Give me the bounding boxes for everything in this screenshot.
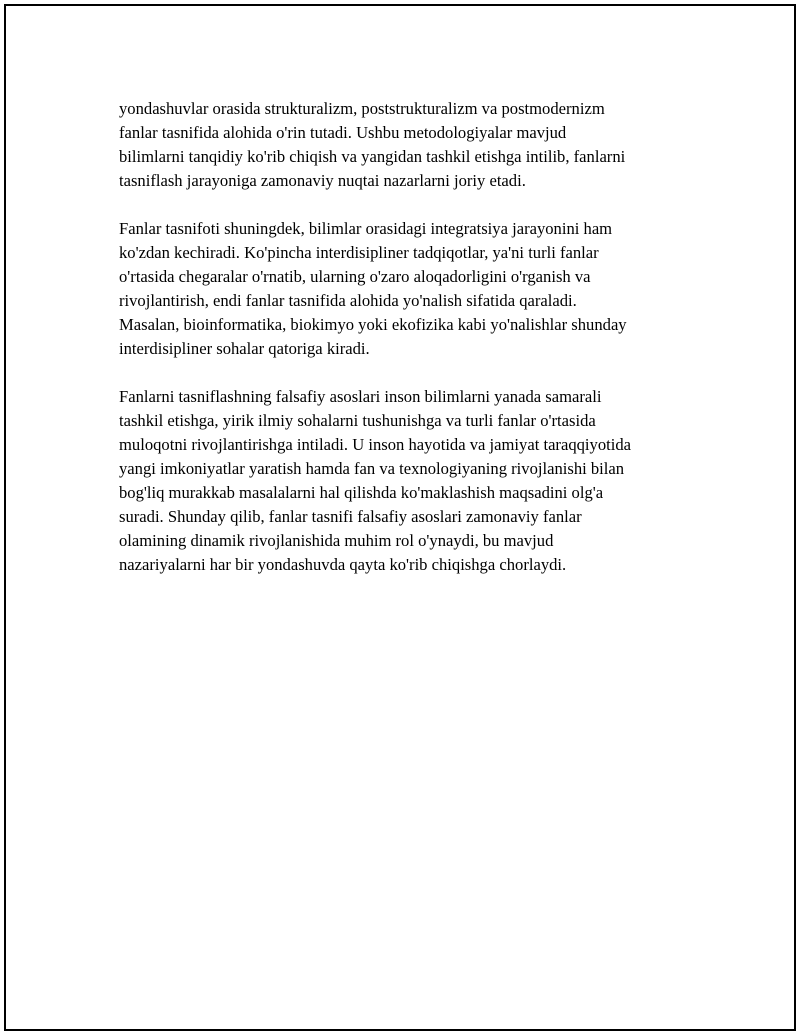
text-line: Fanlarni tasniflashning falsafiy asoslari inson bilimlarni yanada samarali [119, 387, 602, 406]
text-line: Fanlar tasnifoti shuningdek, bilimlar orasidagi integratsiya jarayonini ham [119, 219, 613, 238]
text-line: tashkil etishga, yirik ilmiy sohalarni tushunishga va turli fanlar o'rtasida [119, 411, 596, 430]
text-line: ko'zdan kechiradi. Ko'pincha interdisipliner tadqiqotlar, ya'ni turli fanlar [119, 243, 599, 262]
text-line: yangi imkoniyatlar yaratish hamda fan va texnologiyaning rivojlanishi bilan [119, 459, 625, 478]
paragraph-3 [119, 385, 709, 577]
document-body [119, 97, 709, 601]
text-line: o'rtasida chegaralar o'rnatib, ularning o'zaro aloqadorligini o'rganish va [119, 267, 591, 286]
text-line: nazariyalarni har bir yondashuvda qayta ko'rib chiqishga chorlaydi. [119, 555, 567, 574]
text-line: bilimlarni tanqidiy ko'rib chiqish va yangidan tashkil etishga intilib, fanlarni [119, 147, 626, 166]
text-line: bog'liq murakkab masalalarni hal qilishda ko'maklashish maqsadini olg'a [119, 483, 604, 502]
text-line: muloqotni rivojlantirishga intiladi. U inson hayotida va jamiyat taraqqiyotida [119, 435, 632, 454]
text-line: suradi. Shunday qilib, fanlar tasnifi falsafiy asoslari zamonaviy fanlar [119, 507, 582, 526]
paragraph-2 [119, 217, 709, 361]
page-border [4, 4, 796, 1031]
text-line: yondashuvlar orasida strukturalizm, poststrukturalizm va postmodernizm [119, 99, 605, 118]
paragraph-1 [119, 97, 709, 193]
text-line: fanlar tasnifida alohida o'rin tutadi. Ushbu metodologiyalar mavjud [119, 123, 567, 142]
text-line: interdisipliner sohalar qatoriga kiradi. [119, 339, 370, 358]
text-line: rivojlantirish, endi fanlar tasnifida alohida yo'nalish sifatida qaraladi. [119, 291, 577, 310]
text-line: olamining dinamik rivojlanishida muhim rol o'ynaydi, bu mavjud [119, 531, 554, 550]
text-line: Masalan, bioinformatika, biokimyo yoki ekofizika kabi yo'nalishlar shunday [119, 315, 627, 334]
text-line: tasniflash jarayoniga zamonaviy nuqtai nazarlarni joriy etadi. [119, 171, 526, 190]
